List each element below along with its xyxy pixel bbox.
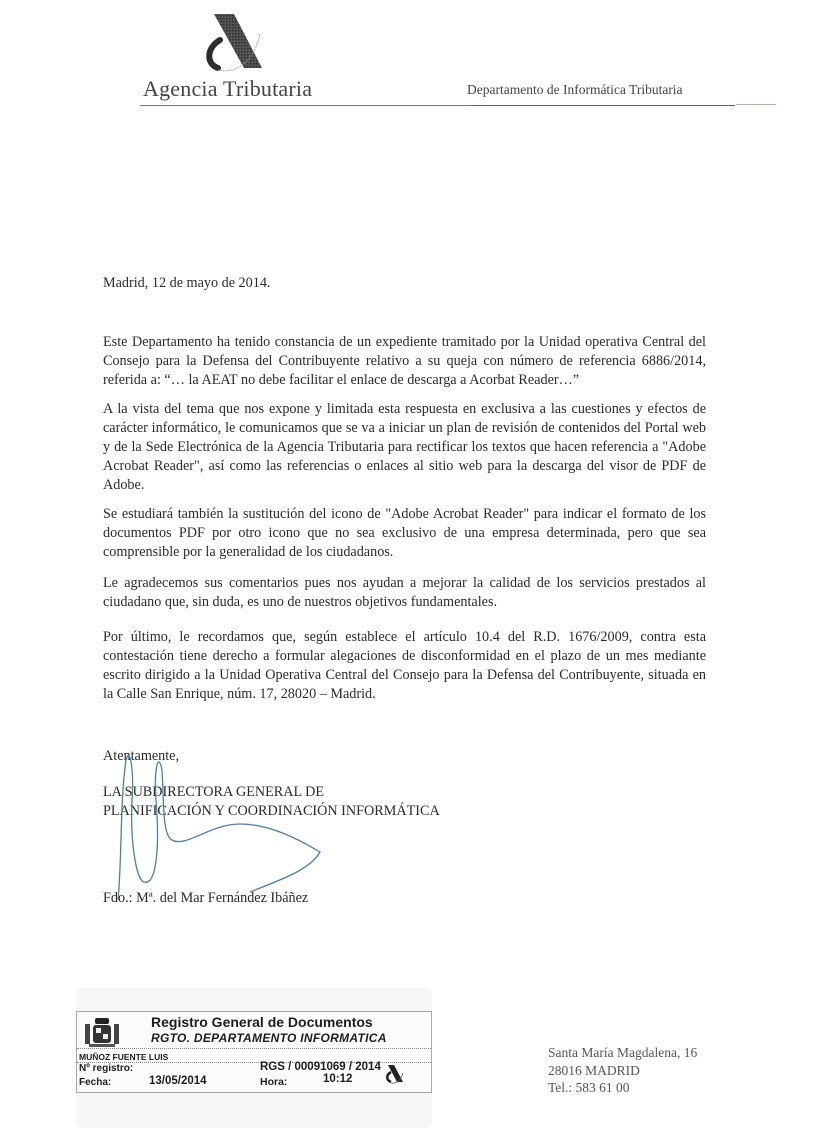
- department-name: Departamento de Informática Tributaria: [467, 82, 683, 97]
- date-label: Fecha:: [79, 1077, 112, 1088]
- date-value: 13/05/2014: [149, 1075, 207, 1087]
- stamp-title: Registro General de Documentos: [151, 1014, 373, 1030]
- registry-number: RGS / 00091069 / 2014: [260, 1061, 381, 1073]
- registry-label: Nº registro:: [79, 1063, 134, 1074]
- address-phone: Tel.: 583 61 00: [548, 1080, 630, 1095]
- registry-stamp: [76, 1011, 432, 1093]
- letter-paragraph: Este Departamento ha tenido constancia de un expediente tramitado por la Unidad operativa Central del Consejo para la Defensa del Contribuyente relativo a su queja con número de referencia 6886/2014, referida a: “… la AEAT no debe facilitar el enlace de descarga a Acorbat Reader…”: [103, 334, 706, 388]
- aeat-logo-icon: [384, 1064, 404, 1084]
- signatory-title: PLANIFICACIÓN Y COORDINACIÓN INFORMÁTICA: [103, 803, 440, 819]
- time-label: Hora:: [260, 1076, 288, 1088]
- address-city: 28016 MADRID: [548, 1063, 640, 1078]
- header-rule: [736, 104, 776, 105]
- header-rule: [140, 105, 470, 106]
- stamp-divider: [77, 1048, 431, 1049]
- handwritten-signature: [100, 740, 360, 910]
- address-street: Santa María Magdalena, 16: [548, 1045, 698, 1060]
- letter-paragraph: A la vista del tema que nos expone y limitada esta respuesta en exclusiva a las cuestiones y efectos de carácter informático, le comunicamos que se va a iniciar un plan de revisión de contenidos del Portal web y de la Sede Electrónica de la Agencia Tributaria para rectificar los textos que hacen referencia a "Adobe Acrobat Reader", así como las referencias o enlaces al sitio web para la descarga del visor de PDF de Adobe.: [103, 401, 706, 493]
- stamp-subtitle: RGTO. DEPARTAMENTO INFORMATICA: [151, 1031, 387, 1045]
- letter-paragraph: Le agradecemos sus comentarios pues nos ayudan a mejorar la calidad de los servicios prestados al ciudadano que, sin duda, es uno de nuestros objetivos fundamentales.: [103, 575, 706, 610]
- letter-paragraph: Por último, le recordamos que, según establece el artículo 10.4 del R.D. 1676/2009, contra esta contestación tiene derecho a formular alegaciones de disconformidad en el plazo de un mes mediante escrito dirigido a la Unidad Operativa Central del Consejo para la Defensa del Contribuyente, situada en la Calle San Enrique, núm. 17, 28020 – Madrid.: [103, 629, 706, 702]
- closing: Atentamente,: [103, 748, 180, 764]
- coat-of-arms-icon: [83, 1016, 121, 1048]
- aeat-logo-icon: [196, 12, 266, 76]
- header-rule: [470, 105, 735, 106]
- agency-name: Agencia Tributaria: [143, 76, 313, 101]
- letter-date: Madrid, 12 de mayo de 2014.: [103, 275, 271, 291]
- signed-by: Fdo.: Mª. del Mar Fernández Ibáñez: [103, 890, 309, 906]
- stamp-person: MUÑOZ FUENTE LUIS: [79, 1052, 169, 1062]
- time-value: 10:12: [323, 1073, 353, 1085]
- letter-paragraph: Se estudiará también la sustitución del icono de "Adobe Acrobat Reader" para indicar el formato de los documentos PDF por otro icono que no sea exclusivo de una empresa determinada, pero que sea comprensible por la generalidad de los ciudadanos.: [103, 506, 706, 560]
- signatory-title: LA SUBDIRECTORA GENERAL DE: [103, 784, 325, 800]
